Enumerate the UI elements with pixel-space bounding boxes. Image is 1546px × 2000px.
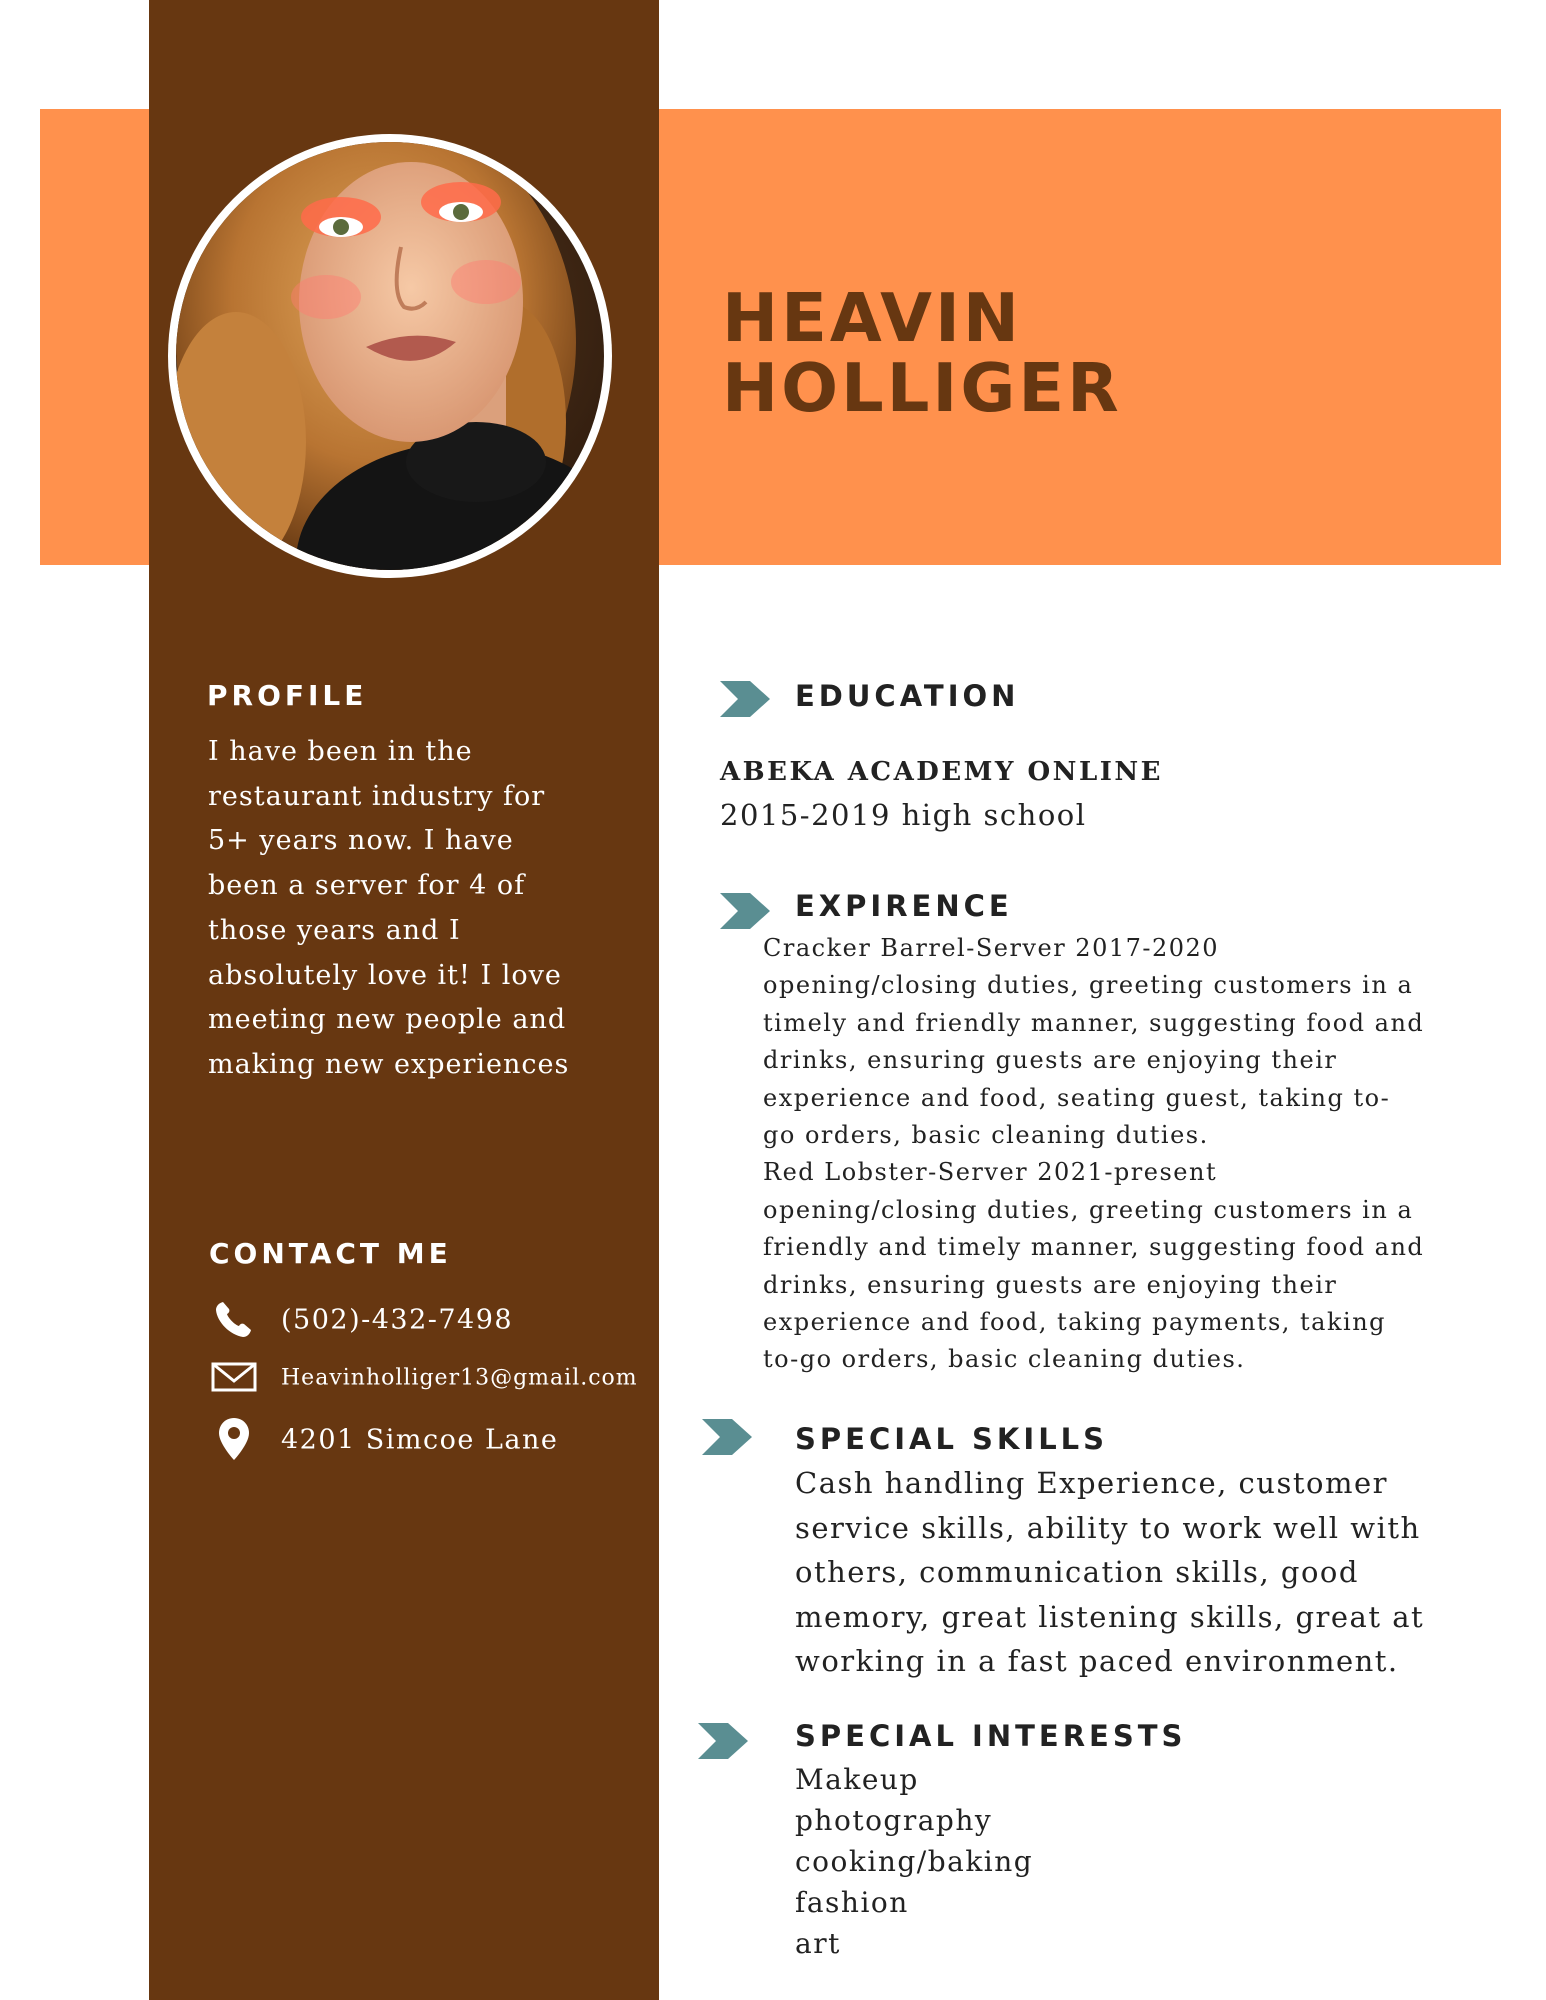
- profile-line: making new experiences: [208, 1048, 570, 1080]
- profile-line: restaurant industry for: [208, 780, 546, 812]
- experience-heading: EXPIRENCE: [795, 889, 1013, 923]
- experience-line: go orders, basic cleaning duties.: [763, 1121, 1209, 1150]
- skills-line: working in a fast paced environment.: [795, 1644, 1399, 1679]
- profile-line: those years and I: [208, 914, 461, 946]
- experience-line: Cracker Barrel-Server 2017-2020: [763, 934, 1220, 962]
- experience-line: experience and food, taking payments, taking: [763, 1308, 1387, 1337]
- skills-details: [795, 1461, 1424, 1684]
- experience-line: to-go orders, basic cleaning duties.: [763, 1345, 1246, 1374]
- education-heading: EDUCATION: [795, 679, 1020, 713]
- profile-line: 5+ years now. I have: [208, 825, 514, 857]
- experience-details: [763, 930, 1424, 1379]
- skills-line: memory, great listening skills, great at: [795, 1599, 1425, 1634]
- skills-line: Cash handling Experience, customer: [795, 1466, 1388, 1500]
- experience-line: opening/closing duties, greeting customers in a: [763, 1195, 1414, 1224]
- contact-phone: [210, 1295, 650, 1345]
- experience-line: experience and food, seating guest, taking to-: [763, 1083, 1391, 1112]
- experience-line: drinks, ensuring guests are enjoying their: [763, 1046, 1338, 1075]
- skills-line: service skills, ability to work well with: [795, 1510, 1421, 1545]
- profile-heading: PROFILE: [207, 679, 368, 712]
- profile-line: meeting new people and: [208, 1004, 567, 1036]
- contact-heading: CONTACT ME: [209, 1237, 452, 1270]
- contact-address: [210, 1415, 650, 1465]
- envelope-icon: [210, 1353, 258, 1401]
- chevron-arrow-icon: [698, 1721, 750, 1761]
- email-text[interactable]: Heavinholliger13@gmail.com: [281, 1365, 638, 1391]
- interest-item: fashion: [795, 1886, 909, 1919]
- interest-item: photography: [795, 1804, 993, 1837]
- interests-list: [795, 1759, 1033, 1964]
- profile-line: absolutely love it! I love: [208, 959, 562, 991]
- experience-line: Red Lobster-Server 2021-present: [763, 1158, 1218, 1187]
- first-name: HEAVIN: [722, 279, 1023, 357]
- profile-summary: [208, 730, 638, 1088]
- interests-heading: SPECIAL INTERESTS: [795, 1719, 1187, 1753]
- interest-item: art: [795, 1927, 841, 1960]
- chevron-arrow-icon: [720, 679, 772, 719]
- profile-line: been a server for 4 of: [208, 870, 526, 902]
- education-years: 2015-2019 high school: [720, 798, 1087, 832]
- experience-line: friendly and timely manner, suggesting food and: [763, 1233, 1425, 1262]
- education-school: ABEKA ACADEMY ONLINE: [720, 757, 1163, 787]
- interest-item: cooking/baking: [795, 1845, 1034, 1878]
- experience-line: opening/closing duties, greeting customers in a: [763, 971, 1414, 1000]
- profile-photo: [176, 142, 604, 570]
- experience-line: drinks, ensuring guests are enjoying their: [763, 1270, 1338, 1299]
- skills-heading: SPECIAL SKILLS: [795, 1422, 1109, 1456]
- phone-text: (502)-432-7498: [281, 1304, 514, 1336]
- contact-email: [210, 1353, 650, 1403]
- last-name: HOLLIGER: [722, 349, 1122, 427]
- skills-line: others, communication skills, good: [795, 1555, 1359, 1590]
- candidate-name: [722, 279, 1422, 427]
- phone-icon: [210, 1295, 258, 1343]
- chevron-arrow-icon: [720, 891, 772, 931]
- location-pin-icon: [210, 1415, 258, 1463]
- address-text: 4201 Simcoe Lane: [281, 1424, 559, 1456]
- interest-item: Makeup: [795, 1763, 919, 1796]
- profile-photo-illustration: [176, 142, 604, 570]
- profile-line: I have been in the: [208, 736, 473, 767]
- chevron-arrow-icon: [702, 1417, 754, 1457]
- experience-line: timely and friendly manner, suggesting food and: [763, 1008, 1425, 1037]
